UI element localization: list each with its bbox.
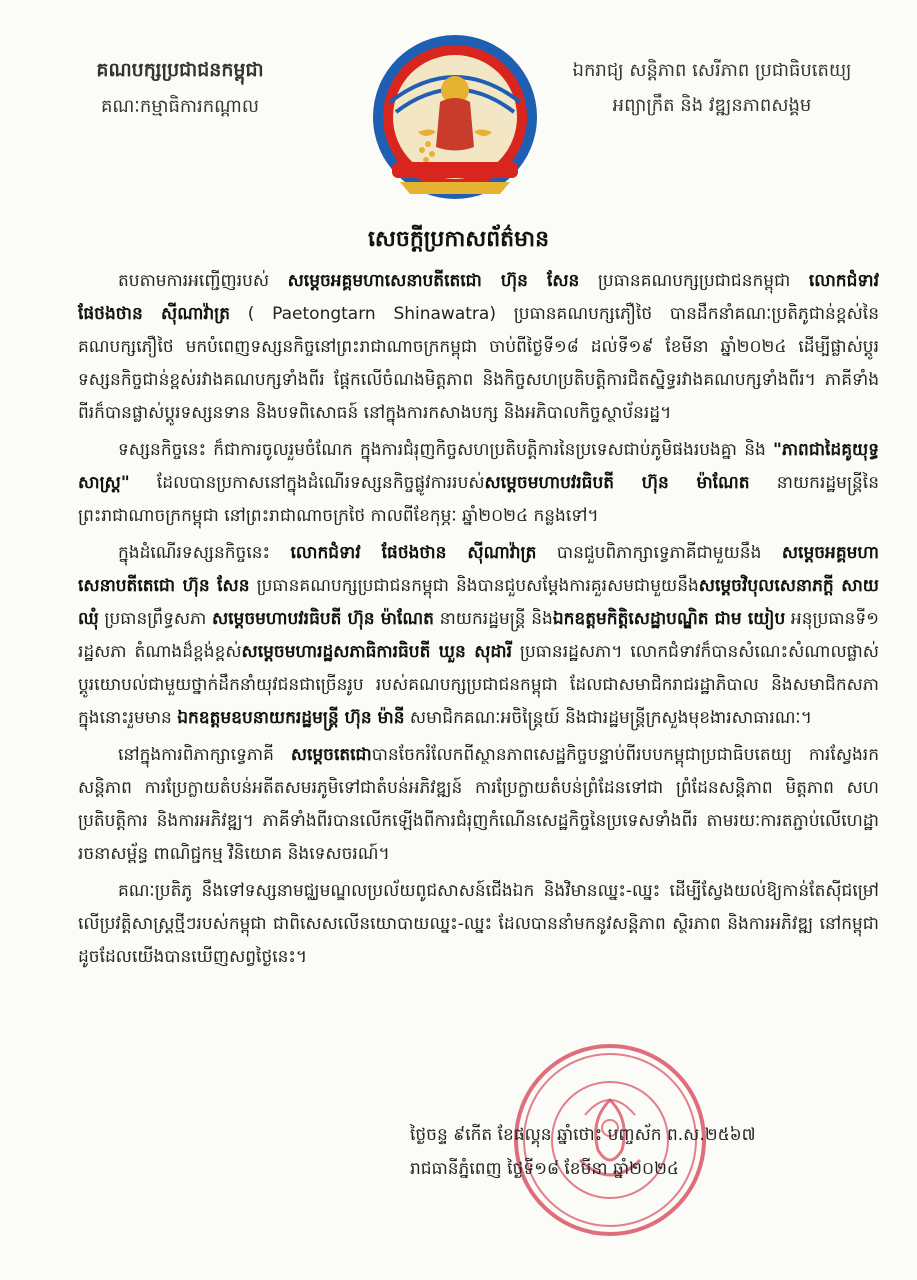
solar-date: រាជធានីភ្នំពេញ ថ្ងៃទី១៨ ខែមីនា ឆ្នាំ២០២៤	[410, 1159, 679, 1179]
text-span: តបតាមការអញ្ជើញរបស់	[118, 271, 288, 291]
central-committee: គណៈកម្មាធិការកណ្តាល	[101, 96, 259, 117]
party-name: គណបក្សប្រជាជនកម្ពុជា	[96, 59, 264, 81]
paragraph-1	[78, 265, 879, 430]
bold-phrase: "ភាពជាដៃគូយុទ្ធសាស្ត្រ"	[78, 440, 879, 493]
text-span: ប្រធានគណបក្សប្រជាជនកម្ពុជា	[579, 271, 809, 291]
text-span: ប្រធានរដ្ឋសភា។ លោកជំទាវក៏បានសំណេះសំណាលផ្លាស់ប្តូរយោបល់ជាមួយថ្នាក់ដឹកនាំយុវជនជាច្រើនរូប របស់គណបក្សប្រជាជនកម្ពុជា ដែលជាសមាជិករាជរដ្ឋាភិបាល និងសមាជិកសភា ក្នុងនោះរួមមាន	[78, 642, 879, 728]
bold-name: សម្តេចអគ្គមហាសេនាបតីតេជោ ហ៊ុន សែន	[287, 271, 580, 291]
text-span: បានជួបពិភាក្សាទ្វេភាគីជាមួយនឹង	[536, 543, 782, 563]
bold-name: សម្តេចមហាបវរធិបតី ហ៊ុន ម៉ាណែត	[211, 609, 434, 629]
paragraph-3	[78, 537, 879, 735]
text-span: បានចែករំលែកពីស្ថានភាពសេដ្ឋកិច្ចបន្ទាប់ពីរបបកម្ពុជាប្រជាធិបតេយ្យ ការស្វែងរកសន្តិភាព ការប្រែក្លាយតំបន់អតីតសមរភូមិទៅជាតំបន់អភិវឌ្ឍន៍ ការប្រែក្លាយតំបន់ព្រំដែនទៅជា ព្រំដែនសន្តិភាព មិត្តភាព សហប្រតិបត្តិការ និងការអភិវឌ្ឍ។ ភាគីទាំងពីរបានលើកឡើងពីការជំរុញកំណើនសេដ្ឋកិច្ចនៃប្រទេសទាំងពីរ តាមរយៈការតភ្ជាប់លើហេដ្ឋារចនាសម្ព័ន្ធ ពាណិជ្ជកម្ម វិនិយោគ និងទេសចរណ៍។	[78, 745, 879, 864]
bold-name: សម្តេចតេជោ	[290, 745, 372, 765]
text-span: នាយករដ្ឋមន្ត្រី និង	[433, 609, 553, 629]
bold-name: លោកជំទាវ ផែថងថាន ស៊ីណាវ៉ាត្រ	[290, 543, 537, 563]
text-span: ក្នុងដំណើរទស្សនកិច្ចនេះ	[118, 543, 291, 563]
text-span: ទស្សនកិច្ចនេះ ក៏ជាការចូលរួមចំណែក ក្នុងការជំរុញកិច្ចសហប្រតិបត្តិការនៃប្រទេសជាប់ភូមិផងរបងគ្នា និង	[118, 440, 774, 460]
bold-name: លោកជំទាវ ផែថងថាន ស៊ីណាវ៉ាត្រ	[78, 271, 879, 324]
text-span: ( Paetongtarn Shinawatra) ប្រធានគណបក្សភឿថៃ បានដឹកនាំគណៈប្រតិភូជាន់ខ្ពស់នៃគណបក្សភឿថៃ មកបំពេញទស្សនកិច្ចនៅព្រះរាជាណាចក្រកម្ពុជា ចាប់ពីថ្ងៃទី១៨ ដល់ទី១៩ ខែមីនា ឆ្នាំ២០២៤ ដើម្បីផ្លាស់ប្តូរទស្សនកិច្ចជាន់ខ្ពស់រវាងគណបក្សទាំងពីរ ផ្តែកលើចំណងមិត្តភាព និងកិច្ចសហប្រតិបត្តិការជិតស្និទ្ធរវាងគណបក្សទាំងពីរ។ ភាគីទាំងពីរក៏បានផ្លាស់ប្តូរទស្សនទាន និងបទពិសោធន៍ នៅក្នុងការកសាងបក្ស និងអភិបាលកិច្ចស្ថាប័នរដ្ឋ។	[78, 304, 879, 423]
party-name-block	[70, 58, 290, 121]
text-span: នាយករដ្ឋមន្ត្រីនៃព្រះរាជាណាចក្រកម្ពុជា នៅព្រះរាជាណាចក្រថៃ កាលពីខែកុម្ភៈ ឆ្នាំ២០២៤ កន្លងទៅ។	[78, 473, 879, 526]
motto-line-2: អព្យាក្រឹត និង វឌ្ឍនភាពសង្គម	[612, 95, 812, 116]
date-block	[410, 1118, 880, 1186]
bold-name: សម្តេចអគ្គមហាសេនាបតីតេជោ ហ៊ុន សែន	[78, 543, 879, 596]
lunar-date: ថ្ងៃចន្ទ ៩កើត ខែផល្គុន ឆ្នាំថោះ បញ្ចស័ក ព.ស.២៥៦៧	[410, 1125, 756, 1145]
document-title: សេចក្តីប្រកាសព័ត៌មាន	[367, 227, 550, 252]
text-span: ប្រធានគណបក្សប្រជាជនកម្ពុជា និងបានជួបសម្តែងការគួរសមជាមួយនឹង	[249, 576, 699, 596]
bold-name: ឯកឧត្តមកិត្តិសេដ្ឋាបណ្ឌិត ជាម យៀប	[552, 609, 786, 629]
motto-line-1: ឯករាជ្យ សន្តិភាព សេរីភាព ប្រជាធិបតេយ្យ	[572, 60, 852, 81]
bold-name: សម្តេចមហារដ្ឋសភាធិការធិបតី ឃួន សុដារី	[241, 642, 512, 662]
text-span: ដែលបានប្រកាសនៅក្នុងដំណើរទស្សនកិច្ចផ្លូវការរបស់	[129, 473, 485, 493]
press-release-body	[78, 265, 879, 978]
paragraph-4	[78, 739, 879, 871]
bold-name: ឯកឧត្តមឧបនាយករដ្ឋមន្ត្រី ហ៊ុន ម៉ានី	[177, 708, 405, 728]
paragraph-5	[78, 875, 879, 974]
bold-name: សម្តេចវិបុលសេនាភក្តី សាយ ឈុំ	[78, 576, 879, 629]
text-span: អនុប្រធានទី១ រដ្ឋសភា តំណាងដ៏ខ្ពង់ខ្ពស់	[78, 609, 880, 662]
text-span: សមាជិកគណៈអចិន្ត្រៃយ៍ និងជារដ្ឋមន្ត្រីក្រសួងមុខងារសាធារណៈ។	[404, 708, 812, 728]
bold-name: សម្តេចមហាបវរធិបតី ហ៊ុន ម៉ាណែត	[484, 473, 750, 493]
national-motto-block	[547, 58, 877, 120]
text-span: នៅក្នុងការពិភាក្សាទ្វេភាគី	[118, 745, 291, 765]
text-span: គណៈប្រតិភូ នឹងទៅទស្សនាមជ្ឈមណ្ឌលប្រល័យពូជសាសន៍ជើងឯក និងវិមានឈ្នះ-ឈ្នះ ដើម្បីស្វែងយល់ឱ្យកាន់តែស៊ីជម្រៅ លើប្រវត្តិសាស្ត្រថ្មីៗរបស់កម្ពុជា ជាពិសេសលើនយោបាយឈ្នះ-ឈ្នះ ដែលបាននាំមកនូវសន្តិភាព ស្ថិរភាព និងការអភិវឌ្ឍ នៅកម្ពុជា ដូចដែលយើងបានឃើញសព្វថ្ងៃនេះ។	[78, 881, 879, 967]
paragraph-2	[78, 434, 879, 533]
text-span: ប្រធានព្រឹទ្ធសភា	[98, 609, 212, 629]
party-emblem-icon	[370, 32, 540, 202]
